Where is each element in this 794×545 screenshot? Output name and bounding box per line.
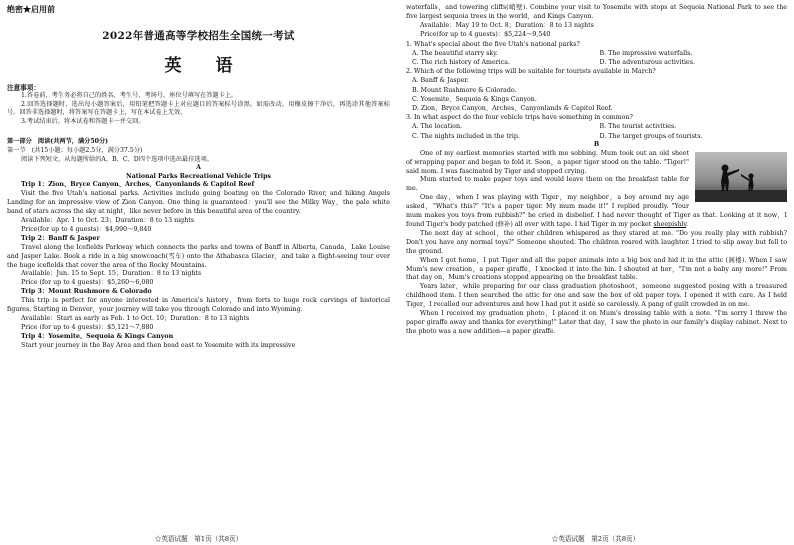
silhouette-photo [695,152,787,202]
passage-b-para-4: The next day at school，the other children whispered as they stared at me. "Do you really play with rubbish? Don't you have any normal toys?" Someone shouted. The children roared with laughter. I tried to slip away but fell to the ground. [406,229,787,255]
trip-4-available: Available：May 19 to Oct. 8；Duration：8 to 13 nights [420,21,594,29]
passage-b-para-7: When I received my graduation photo，I placed it on Mum's dressing table with a note. "I'm sorry I threw the paper giraffe away and thanks for everything!" Later that day，I saw the photo in our family's display cabinet. Next to the photo was a new addition—a paper giraffe. [406,310,787,335]
question-3-stem: 3. In what aspect do the four vehicle trips have something in common? [406,114,633,122]
trip-2-title: Trip 2：Banff & Jasper [21,234,100,242]
question-2-options [406,76,787,113]
passage-b-para-6: Years later，while preparing for our class graduation photoshoot，someone suggested posing with a treasured childhood item. I then searched the attic for one and saw the box of old paper toys. I opened it with care. As I held Tiger，I recalled our adventures and how I had put it aside so carelessly. A pang of guilt crowded in on me. [406,283,787,309]
q3-option-b: B. The tourist activities. [599,123,677,131]
q1-option-d: D. The adventurous activities. [599,59,696,67]
trip-2-body: Travel along the Icefields Parkway which connects the parks and towns of Banff in Alberta, Canada，Lake Louise and Jasper Lake. Book a ride in a big snowcoach(雪车) onto the Athabasca Glacier，and take a flight-seeing tour over the huge icefields that cover the area of the Rocky Mountains. [7,243,390,269]
page-2-footer: ☆英语试题 第2页（共8页） [551,535,640,543]
q3-option-a: A. The location. [412,123,463,131]
q1-option-a: A. The beautiful starry sky. [412,49,498,57]
q1-option-b: B. The impressive waterfalls. [599,49,693,57]
note-1: 1.答卷前，考生务必将自己的姓名、考生号、考场号、座位号填写在答题卡上。 [21,92,238,99]
q3-option-d: D. The target groups of tourists. [599,132,703,140]
passage-b-letter: B [593,140,600,148]
passage-b-para-3-text: One day，when I was playing with Tiger，my neighbor，a boy around my age asked，"What's this?" "It's a paper tiger. My mum made it!" I replied proudly. "Your mum makes you toys from rubbish?" he cried in disbelief. I had never thought of Tiger as that. Looking at it now，I found Tiger's body patched (修补) all over with tape. I hid Tiger in my pocket [406,194,787,229]
question-3-options [406,122,787,140]
section-heading: 第一节 (共15小题；每小题2.5分，满分37.5分) [7,146,143,154]
q2-option-b: B. Mount Rushmore & Colorado. [412,86,517,94]
q2-option-c: C. Yosemite、Sequoia & Kings Canyon. [412,95,537,103]
passage-b-para-5: When I got home，I put Tiger and all the paper animals into a big box and hid it in the attic (阁楼). When I saw Mum's new creation，a paper giraffe，I knocked it into the bin. I shouted at her，"I'm not a baby any more!" From that day on，Mum's creations stopped appearing on the breakfast table. [406,256,787,282]
subject-title: 英 语 [164,56,247,76]
note-2: 2.回答选择题时，选出每小题答案后，用铅笔把答题卡上对应题目的答案标号涂黑。如需改动，用橡皮擦干净后，再选涂其他答案标号。回答非选择题时，将答案写在答题卡上，写在本试卷上无效。 [7,100,390,117]
trip-1-available: Available：Apr. 1 to Oct. 23；Duration：8 to 13 nights [21,216,195,224]
trip-2-price: Price (for up to 4 guests)：$5,260～6,080 [21,279,154,287]
page-2 [397,0,794,545]
trip-2-available: Available：Jun. 15 to Sept. 15；Duration：8 to 13 nights [21,270,202,278]
trip-4-continued: waterfalls，and towering cliffs(峭壁). Combine your visit to Yosemite with stops at Sequoia National Park to see the five largest sequoia trees in the world，and Kings Canyon. [406,4,787,20]
note-3: 3.考试结束后，将本试卷和答题卡一并交回。 [21,117,145,125]
passage-a-title: National Parks Recreational Vehicle Trips [126,172,271,180]
trip-4-body: Start your journey in the Bay Area and then head east to Yosemite with its impressive [21,341,296,349]
part-heading: 第一部分 阅读(共两节，满分50分) [7,138,109,146]
notes-heading: 注意事项： [7,84,40,92]
passage-b-para-1: One of my earliest memories started with me sobbing. Mum took out an old sheet of wrapping paper and began to fold it. Soon，a paper tiger stood on the table. "Tiger!" said mom. I was fascinated by Tiger and stopped crying. [406,149,689,175]
trip-4-price: Price(for up to 4 guests)：$5,224～9,540 [420,30,551,38]
trip-3-title: Trip 3：Mount Rushmore & Colorado [21,288,152,296]
q2-option-d: D. Zion、Bryce Canyon、Arches、Canyonlands & Capitol Reef. [412,105,613,113]
underlined-word: sheepishly [653,221,687,229]
question-1-options [406,49,787,67]
trip-1-price: Price(for up to 4 guests)：$4,990～9,840 [21,225,152,233]
question-2-stem: 2. Which of the following trips will be suitable for tourists available in March? [406,68,656,76]
page-1-footer: ☆英语试题 第1页（共8页） [154,535,243,543]
secret-label: 绝密★启用前 [7,4,55,14]
trip-4-title: Trip 4：Yosemite、Sequoia & Kings Canyon [21,332,174,340]
trip-1-body: Visit the five Utah's national parks. Activities include going boating on the Colorado River, and hiking Angels Landing for an impressive view of Zion Canyon. One thing is guaranteed：you'll see the Milky Way，the pale white band of stars across the sky at night，like never before in this beautiful area of the country. [7,190,390,216]
trip-3-available: Available：Start as early as Feb. 1 to Oct. 10；Duration：8 to 13 nights [21,314,250,322]
passage-a-letter: A [196,164,201,172]
instruction: 阅读下列短文，从每题所给的A、B、C、D四个选项中选出最佳选项。 [21,155,213,163]
passage-b-para-2: Mum started to make paper toys and would leave them on the breakfast table for me. [406,176,689,193]
trip-1-title: Trip 1：Zion、Bryce Canyon、Arches、Canyonlands & Capitol Reef [21,181,255,189]
passage-b-para-3: One day，when I was playing with Tiger，my neighbor，a boy around my age asked，"What's this?" "It's a paper tiger. My mum made it!" I replied proudly. "Your mum makes you toys from rubbish?" he cried in disbelief. I had never thought of Tiger as that. Looking at it now，I found Tiger's body patched (修补) all over with tape. I hid Tiger in my pocket sheepishly. [406,194,787,229]
trip-3-body: This trip is perfect for anyone interested in America's history，from forts to huge rock carvings of historical figures. Starting in Denver，your journey will take you through Colorado and into Wyoming. [7,297,390,314]
q3-option-c: C. The nights included in the trip. [412,132,520,140]
q1-option-c: C. The rich history of America. [412,59,511,67]
question-1-stem: 1. What's special about the five Utah's national parks? [406,40,580,48]
trip-3-price: Price (for up to 4 guests)：$5,121～7,880 [21,323,154,331]
q2-option-a: A. Banff & Jasper. [412,77,469,85]
exam-title: 2022年普通高等学校招生全国统一考试 [102,30,295,42]
